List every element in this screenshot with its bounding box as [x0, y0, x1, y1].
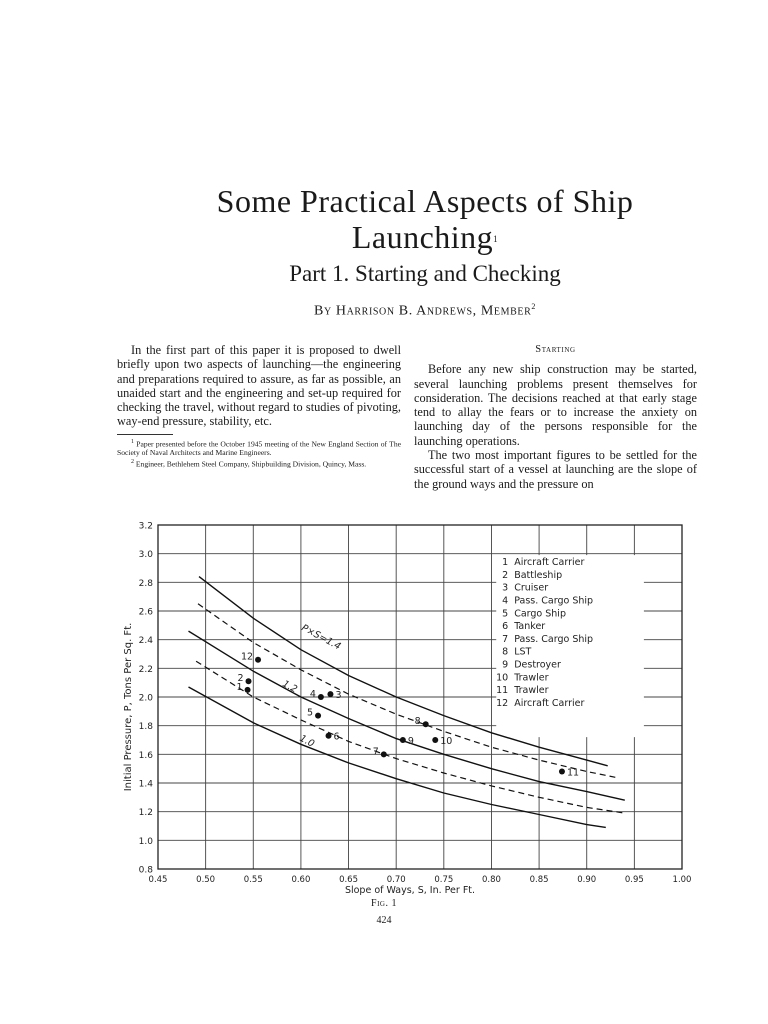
- legend-label: Battleship: [514, 569, 563, 581]
- title-line-2: Launching: [351, 219, 494, 255]
- x-axis-label: Slope of Ways, S, In. Per Ft.: [344, 885, 476, 896]
- footnote-1: [117, 438, 401, 458]
- right-paragraph-1: Before any new ship construction may be started, several launching problems present themselves for consideration. The decisions reached at that early stage tend to allay the fears or to increase the anxiety on launching day of the persons responsible for the launching operations.: [414, 362, 697, 448]
- point-label: 4: [309, 689, 316, 700]
- y-tick-label: 2.4: [138, 636, 153, 647]
- data-point: [255, 657, 261, 663]
- intro-paragraph: In the first part of this paper it is proposed to dwell briefly upon two aspects of launching—the engineering and preparations required to assure, as far as possible, an unaided start and the engineering and set-up required for checking the travel, without regard to studies of pivoting, way-end pressure, stability, etc.: [117, 343, 401, 429]
- title-footnote-mark: 1: [493, 234, 499, 244]
- legend-number: 2: [502, 569, 509, 581]
- legend-number: 4: [502, 595, 509, 607]
- data-point: [245, 687, 251, 693]
- legend-label: Trawler: [514, 672, 549, 684]
- y-axis-label: Initial Pressure, P, Tons Per Sq. Ft.: [123, 622, 134, 792]
- page-number: 424: [376, 915, 392, 926]
- data-point: [432, 737, 438, 743]
- data-point: [318, 694, 324, 700]
- figure-caption: Fig. 1: [371, 898, 397, 909]
- curve-label: 1.2: [280, 678, 299, 696]
- legend-number: 9: [502, 659, 509, 671]
- legend-label: Aircraft Carrier: [514, 557, 585, 569]
- y-tick-label: 3.0: [138, 550, 153, 561]
- footnote-1-text: Paper presented before the October 1945 meeting of the New England Section of The Society of Naval Architects and Marine Engineers.: [117, 439, 401, 457]
- data-point: [315, 713, 321, 719]
- y-tick-label: 1.2: [138, 808, 153, 819]
- point-label: 8: [414, 716, 421, 728]
- paper-title: [120, 183, 730, 255]
- legend-label: Cruiser: [514, 582, 549, 594]
- author-footnote-mark: 2: [531, 302, 536, 311]
- x-tick-label: 0.55: [243, 875, 263, 885]
- right-paragraph-2: The two most important figures to be settled for the successful start of a vessel at launching are the slope of the ground ways and the pressure on: [414, 448, 697, 491]
- data-point: [246, 678, 252, 684]
- point-label: 12: [240, 651, 254, 663]
- y-tick-label: 1.8: [138, 722, 153, 733]
- legend-number: 12: [496, 697, 509, 709]
- byline-by: By: [314, 303, 332, 319]
- x-tick-label: 1.00: [672, 875, 692, 885]
- point-label: 3: [335, 690, 342, 702]
- x-tick-label: 0.80: [481, 875, 501, 885]
- legend-label: Tanker: [514, 621, 546, 633]
- y-tick-label: 2.2: [138, 664, 153, 675]
- data-point: [381, 751, 387, 757]
- left-column: [117, 343, 401, 469]
- data-point: [400, 737, 406, 743]
- point-label: 11: [566, 767, 580, 779]
- x-tick-label: 0.85: [529, 875, 549, 885]
- legend-label: Trawler: [514, 685, 549, 697]
- y-tick-label: 1.4: [138, 779, 153, 790]
- section-heading: Starting: [535, 344, 576, 355]
- point-label: 10: [440, 736, 453, 747]
- point-label: 5: [307, 707, 314, 719]
- y-tick-label: 0.8: [138, 865, 153, 876]
- y-tick-label: 2.6: [138, 607, 153, 618]
- legend-label: Cargo Ship: [514, 608, 566, 620]
- footnote-rule: [117, 434, 173, 435]
- legend-number: 8: [502, 646, 509, 658]
- curve-label: 1.0: [297, 732, 317, 750]
- x-tick-label: 0.90: [577, 875, 597, 885]
- data-point: [559, 769, 565, 775]
- y-tick-label: 1.6: [138, 750, 153, 761]
- legend-label: Pass. Cargo Ship: [514, 633, 594, 645]
- x-tick-label: 0.50: [196, 875, 216, 885]
- legend-label: LST: [514, 646, 532, 658]
- legend-number: 7: [502, 633, 509, 645]
- point-label: 1: [236, 681, 243, 693]
- legend-label: Destroyer: [514, 659, 561, 671]
- legend-number: 10: [496, 672, 509, 684]
- point-label: 9: [407, 736, 414, 747]
- legend-number: 6: [502, 621, 509, 633]
- y-tick-label: 3.2: [138, 521, 153, 532]
- figure-1-chart: [0, 505, 768, 896]
- point-label: 6: [333, 731, 340, 743]
- y-tick-label: 2.0: [138, 693, 153, 704]
- footnote-2-mark: 2: [131, 458, 134, 465]
- x-tick-label: 0.65: [339, 875, 359, 885]
- author-name: Harrison B. Andrews, Member: [335, 303, 532, 319]
- curve-label: P×S=1.4: [299, 622, 343, 653]
- y-tick-label: 2.8: [138, 578, 153, 589]
- data-point: [423, 721, 429, 727]
- legend-label: Pass. Cargo Ship: [514, 595, 594, 607]
- y-tick-label: 1.0: [138, 836, 153, 847]
- legend-number: 5: [502, 608, 509, 620]
- legend-label: Aircraft Carrier: [514, 697, 585, 709]
- byline: [120, 302, 730, 320]
- right-column: [414, 343, 697, 491]
- data-point: [326, 733, 332, 739]
- legend-number: 11: [496, 685, 509, 697]
- point-label: 7: [372, 746, 379, 758]
- legend-number: 1: [502, 557, 509, 569]
- title-line-1: Some Practical Aspects of Ship: [216, 183, 634, 219]
- x-tick-label: 0.70: [386, 875, 406, 885]
- x-tick-label: 0.60: [291, 875, 311, 885]
- footnote-1-mark: 1: [131, 438, 134, 445]
- x-tick-label: 0.45: [148, 875, 168, 885]
- data-point: [327, 691, 333, 697]
- footnote-2-text: Engineer, Bethlehem Steel Company, Shipbuilding Division, Quincy, Mass.: [135, 459, 367, 469]
- x-tick-label: 0.95: [624, 875, 644, 885]
- x-tick-label: 0.75: [434, 875, 454, 885]
- legend-number: 3: [502, 582, 509, 594]
- part-title: Part 1. Starting and Checking: [289, 261, 561, 286]
- point-label: 2: [237, 673, 244, 685]
- footnote-2: [117, 458, 401, 469]
